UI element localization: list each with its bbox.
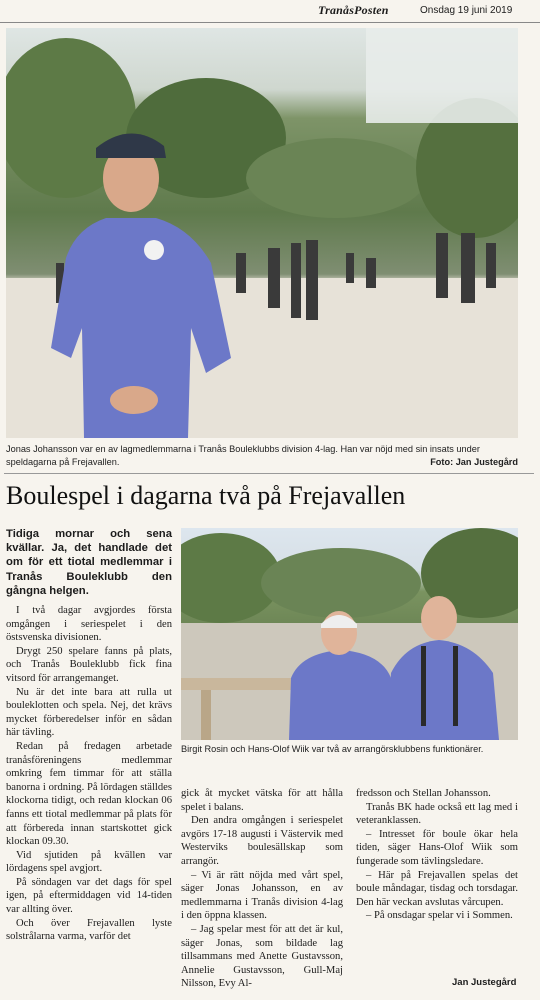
article-headline: Boulespel i dagarna två på Frejavallen [6,481,406,510]
col2-paragraph: – Vi är rätt nöjda med vårt spel, säger Jonas Johansson, en av medlemmarna i Tranås division 4-lag i den öppna klassen. [181,869,343,922]
col1-paragraph: Drygt 250 spelare fanns på plats, och Tranås Bouleklubb fick fina vitsord för arrangemanget. [6,645,172,684]
col1-paragraph: I två dagar avgjordes första omgången i seriespelet i den östsvenska divisionen. [6,605,172,644]
newspaper-name: TranåsPosten [318,3,389,17]
article-column-2 [181,787,343,991]
photo1-caption [6,443,518,469]
col1-paragraph: På söndagen var det dags för spel igen, på eftermiddagen vid 14-tiden var allting över. [6,876,172,916]
col2-paragraph: – Jag spelar mest för att det är kul, säger Jonas, som bildade lag tillsammans med Anette Gustavsson, Annelie Gustavsson, Gull-Maj Nilsson, Evy Al- [181,923,343,990]
col3-paragraph: – Här på Frejavallen spelas det boule måndagar, tisdag och torsdagar. Den här veckan avslutas vårcupen. [356,869,518,908]
col3-paragraph: Tranås BK hade också ett lag med i veteranklassen. [356,801,518,827]
issue-date: Onsdag 19 juni 2019 [420,5,513,16]
col3-paragraph: – Intresset för boule ökar hela tiden, säger Hans-Olof Wiik som fungerade som tävlingsledare. [356,828,518,867]
photo-jonas-scene [6,28,518,438]
article-column-1 [6,527,172,944]
photo2-caption: Birgit Rosin och Hans-Olof Wiik var två av arrangörsklubbens funktionärer. [181,744,484,754]
col2-paragraph: gick åt mycket vätska för att hålla spelet i balans. [181,788,343,813]
col1-paragraph: Vid sjutiden på kvällen var lördagens spel avgjort. [6,849,172,875]
byline: Jan Justegård [452,977,517,988]
col1-paragraph: Och över Frejavallen lyste solstrålarna varma, varför det [6,917,172,943]
col3-paragraph: fredsson och Stellan Johansson. [356,788,491,799]
photo1-credit: Foto: Jan Justegård [430,457,518,467]
article-lead: Tidiga mornar och sena kvällar. Ja, det handlade det om för ett tiotal medlemmar i Tranås Bouleklubb den gångna helgen. [6,528,172,597]
col3-paragraph: – På onsdagar spelar vi i Sommen. [366,910,513,922]
photo-functionaries-scene [181,528,518,740]
photo1-caption-text: Jonas Johansson var en av lagmedlemmarna i Tranås Bouleklubbs division 4-lag. Han var nöjd med sin insats under speldagarna på Frejavallen. [6,444,480,467]
page-header [0,0,540,23]
col1-paragraph: Redan på fredagen arbetade tranåsföreningens medlemmar omkring fem timmar för att ställa banorna i ordning. På lördagen ställdes klockorna tidigt, och redan klockan 06 fanns ett tiotal medlemmar på plats för att förbereda innan startskottet gick klockan 09.30. [6,740,172,848]
col2-paragraph: Den andra omgången i seriespelet avgörs 17-18 augusti i Västervik med Westerviks boulesällskap som arrangör. [181,815,343,867]
photo-birgit-hans-olof [181,528,518,740]
col1-paragraph: Nu är det inte bara att rulla ut bouleklotten och spela. Nej, det krävs mycket förberedelser inför en sådan här tävling. [6,686,172,739]
photo-jonas-johansson [6,28,518,438]
divider [4,473,534,474]
article-column-3 [356,787,518,923]
